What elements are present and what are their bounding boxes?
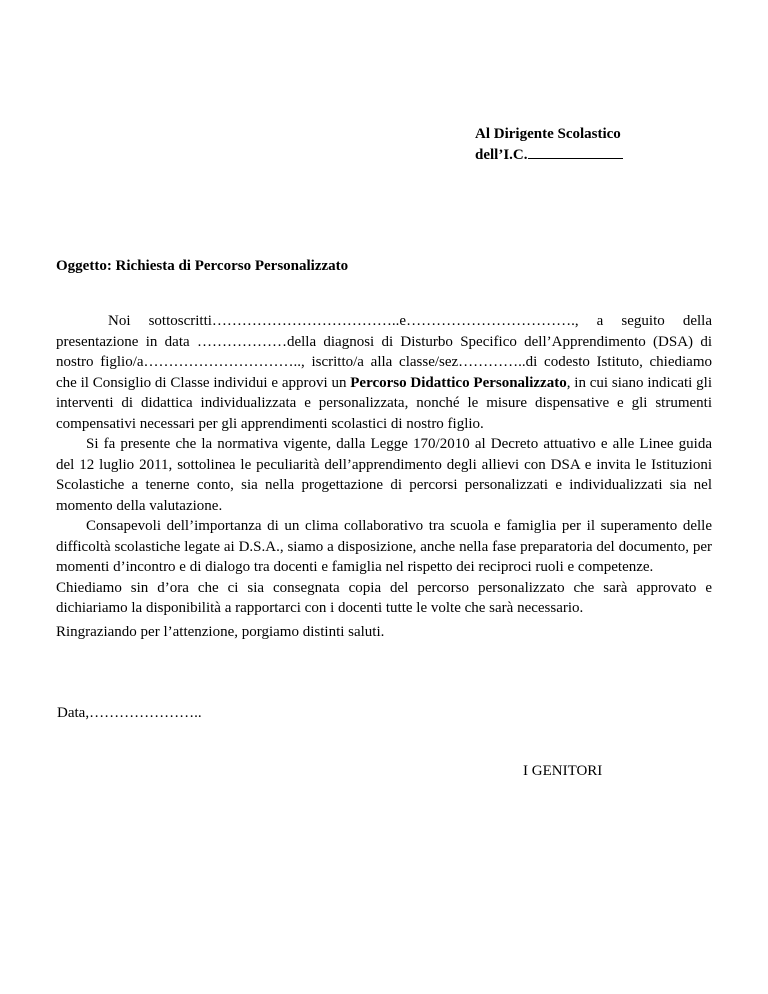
closing-greeting: Ringraziando per l’attenzione, porgiamo distinti saluti. [56,624,385,640]
body-paragraph-1-end: , in cui siano indicati gli interventi di didattica individualizzata e personalizzata, nonché le misure dispensative e gli strumenti compensativi necessari per gli apprendimenti scolastici di nostro figlio. [56,374,712,432]
body-paragraph-1 [56,311,712,434]
recipient-line-1: Al Dirigente Scolastico [475,126,621,142]
recipient-line-2-prefix: dell’I.C. [475,147,528,163]
recipient-line-2 [475,144,623,165]
recipient-block [475,124,623,165]
date-line: Data,………………….. [57,705,202,721]
body-paragraph-1-start: Noi sottoscritti………………………………..e……………………………., a seguito della presentazione in data ………………della diagnosi di Disturbo Specifico dell’Apprendimento (DSA) di nostro figlio/a………………………….., iscritto/a alla classe/sez…………..di codesto Istituto, chiediamo che il Consiglio di Classe individui e approvi un [56,313,712,391]
body-paragraph-2: Si fa presente che la normativa vigente, dalla Legge 170/2010 al Decreto attuativo e alle Linee guida del 12 luglio 2011, sottolinea le peculiarità dell’apprendimento degli allievi con DSA e invita le Istituzioni Scolastiche a tenerne conto, sia nella progettazione di percorsi personalizzati e individualizzati sia nel momento della valutazione. [56,436,712,514]
signature-label: I GENITORI [523,763,603,779]
letter-body [56,311,712,619]
body-paragraph-3: Consapevoli dell’importanza di un clima collaborativo tra scuola e famiglia per il superamento delle difficoltà scolastiche legate ai D.S.A., siamo a disposizione, anche nella fase preparatoria del documento, per momenti d’incontro e di dialogo tra docenti e famiglia nel rispetto dei reciproci ruoli e competenze. [56,518,712,575]
recipient-blank-line [528,144,623,159]
subject-line: Oggetto: Richiesta di Percorso Personalizzato [56,258,349,274]
body-paragraph-1-bold: Percorso Didattico Personalizzato [350,374,567,391]
body-paragraph-4: Chiediamo sin d’ora che ci sia consegnata copia del percorso personalizzato che sarà approvato e dichiariamo la disponibilità a rapportarci con i docenti tutte le volte che sarà necessario. [56,579,712,616]
